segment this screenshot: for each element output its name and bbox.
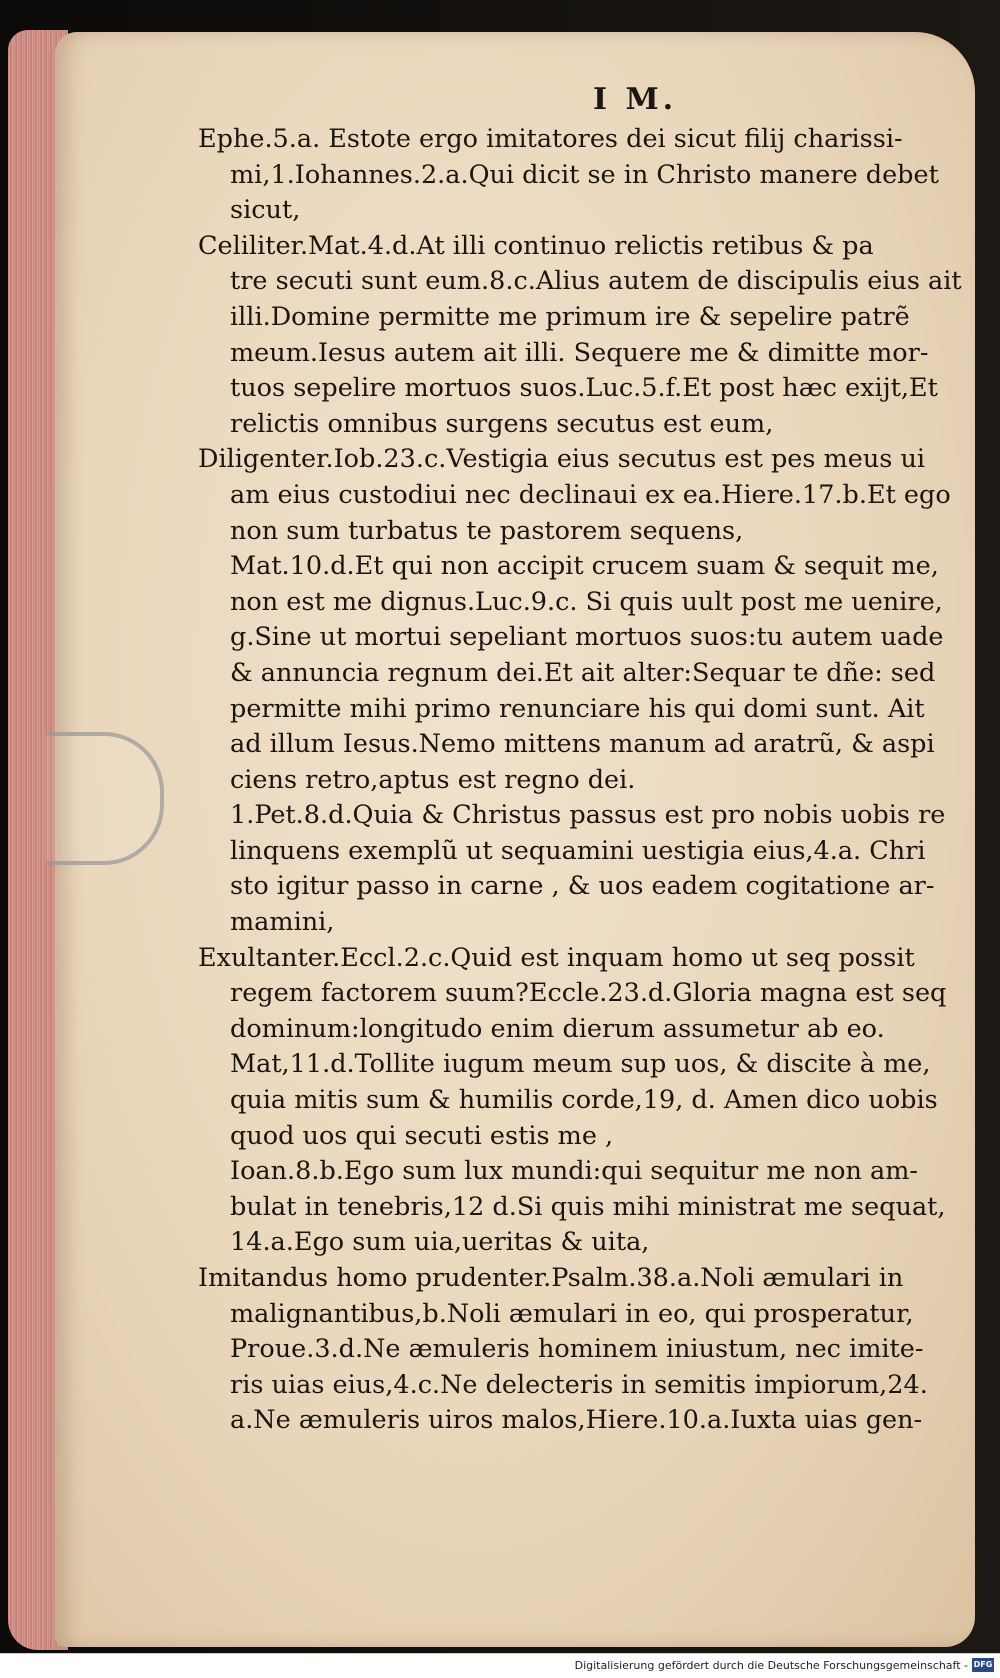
text-line: tre secuti sunt eum.8.c.Alius autem de discipulis eius ait <box>230 266 962 297</box>
text-line: a.Ne æmuleris uiros malos,Hiere.10.a.Iuxta uias gen- <box>230 1405 923 1436</box>
text-line: sto igitur passo in carne , & uos eadem cogitatione ar- <box>230 871 935 902</box>
folio-header: I M. <box>593 82 678 117</box>
text-line: Mat.10.d.Et qui non accipit crucem suam & sequit me, <box>230 551 939 582</box>
text-line: linquens exemplũ ut sequamini uestigia eius,4.a. Chri <box>230 835 926 866</box>
text-line: Proue.3.d.Ne æmuleris hominem iniustum, nec imite- <box>230 1334 924 1365</box>
text-line: ad illum Iesus.Nemo mittens manum ad aratrũ, & aspi <box>230 729 935 760</box>
text-line: relictis omnibus surgens secutus est eum, <box>230 408 774 439</box>
text-line: Diligenter.Iob.23.c.Vestigia eius secutus est pes meus ui <box>198 444 926 475</box>
text-line: Imitandus homo prudenter.Psalm.38.a.Noli æmulari in <box>198 1263 904 1293</box>
text-line: mi,1.Iohannes.2.a.Qui dicit se in Christo manere debet <box>230 159 939 190</box>
text-line: Ephe.5.a. Estote ergo imitatores dei sicut filij charissi- <box>198 124 903 154</box>
text-line: mamini, <box>230 907 335 938</box>
text-line: ris uias eius,4.c.Ne delecteris in semitis impiorum,24. <box>230 1369 928 1400</box>
text-line: Mat,11.d.Tollite iugum meum sup uos, & discite à me, <box>230 1049 931 1080</box>
text-line: 1.Pet.8.d.Quia & Christus passus est pro nobis uobis re <box>230 800 946 831</box>
page-text <box>198 122 964 1439</box>
text-line: meum.Iesus autem ait illi. Sequere me & dimitte mor- <box>230 337 929 368</box>
text-line: malignantibus,b.Noli æmulari in eo, qui prosperatur, <box>230 1298 914 1329</box>
text-line: bulat in tenebris,12 d.Si quis mihi ministrat me sequat, <box>230 1191 946 1222</box>
text-line: dominum:longitudo enim dierum assumetur ab eo. <box>230 1013 885 1044</box>
text-line: Celiliter.Mat.4.d.At illi continuo relictis retibus & pa <box>198 230 874 261</box>
footer-credit: Digitalisierung gefördert durch die Deutsche Forschungsgemeinschaft - <box>574 1659 968 1672</box>
text-line: Exultanter.Eccl.2.c.Quid est inquam homo ut seq possit <box>198 942 915 973</box>
text-line: illi.Domine permitte me primum ire & sepelire patrẽ <box>230 301 910 332</box>
text-line: 14.a.Ego sum uia,ueritas & uita, <box>230 1227 650 1258</box>
text-line: quod uos qui secuti estis me , <box>230 1120 614 1151</box>
text-line: non est me dignus.Luc.9.c. Si quis uult post me uenire, <box>230 586 943 617</box>
text-line: quia mitis sum & humilis corde,19, d. Amen dico uobis <box>230 1085 938 1116</box>
digitization-footer <box>0 1653 1000 1678</box>
text-line: g.Sine ut mortui sepeliant mortuos suos:tu autem uade <box>230 622 944 653</box>
text-line: sicut, <box>230 195 301 226</box>
text-line: tuos sepelire mortuos suos.Luc.5.f.Et post hæc exijt,Et <box>230 373 938 404</box>
text-line: & annuncia regnum dei.Et ait alter:Sequar te dñe: sed <box>230 657 936 688</box>
text-line: ciens retro,aptus est regno dei. <box>230 764 636 795</box>
text-line: Ioan.8.b.Ego sum lux mundi:qui sequitur me non am- <box>230 1156 919 1187</box>
text-line: permitte mihi primo renunciare his qui domi sunt. Ait <box>230 693 925 724</box>
text-line: regem factorem suum?Eccle.23.d.Gloria magna est seq <box>230 978 947 1009</box>
text-line: am eius custodiui nec declinaui ex ea.Hiere.17.b.Et ego <box>230 479 951 510</box>
dfg-logo: DFG <box>972 1658 994 1672</box>
page-clip <box>45 732 164 865</box>
text-line: non sum turbatus te pastorem sequens, <box>230 515 744 546</box>
